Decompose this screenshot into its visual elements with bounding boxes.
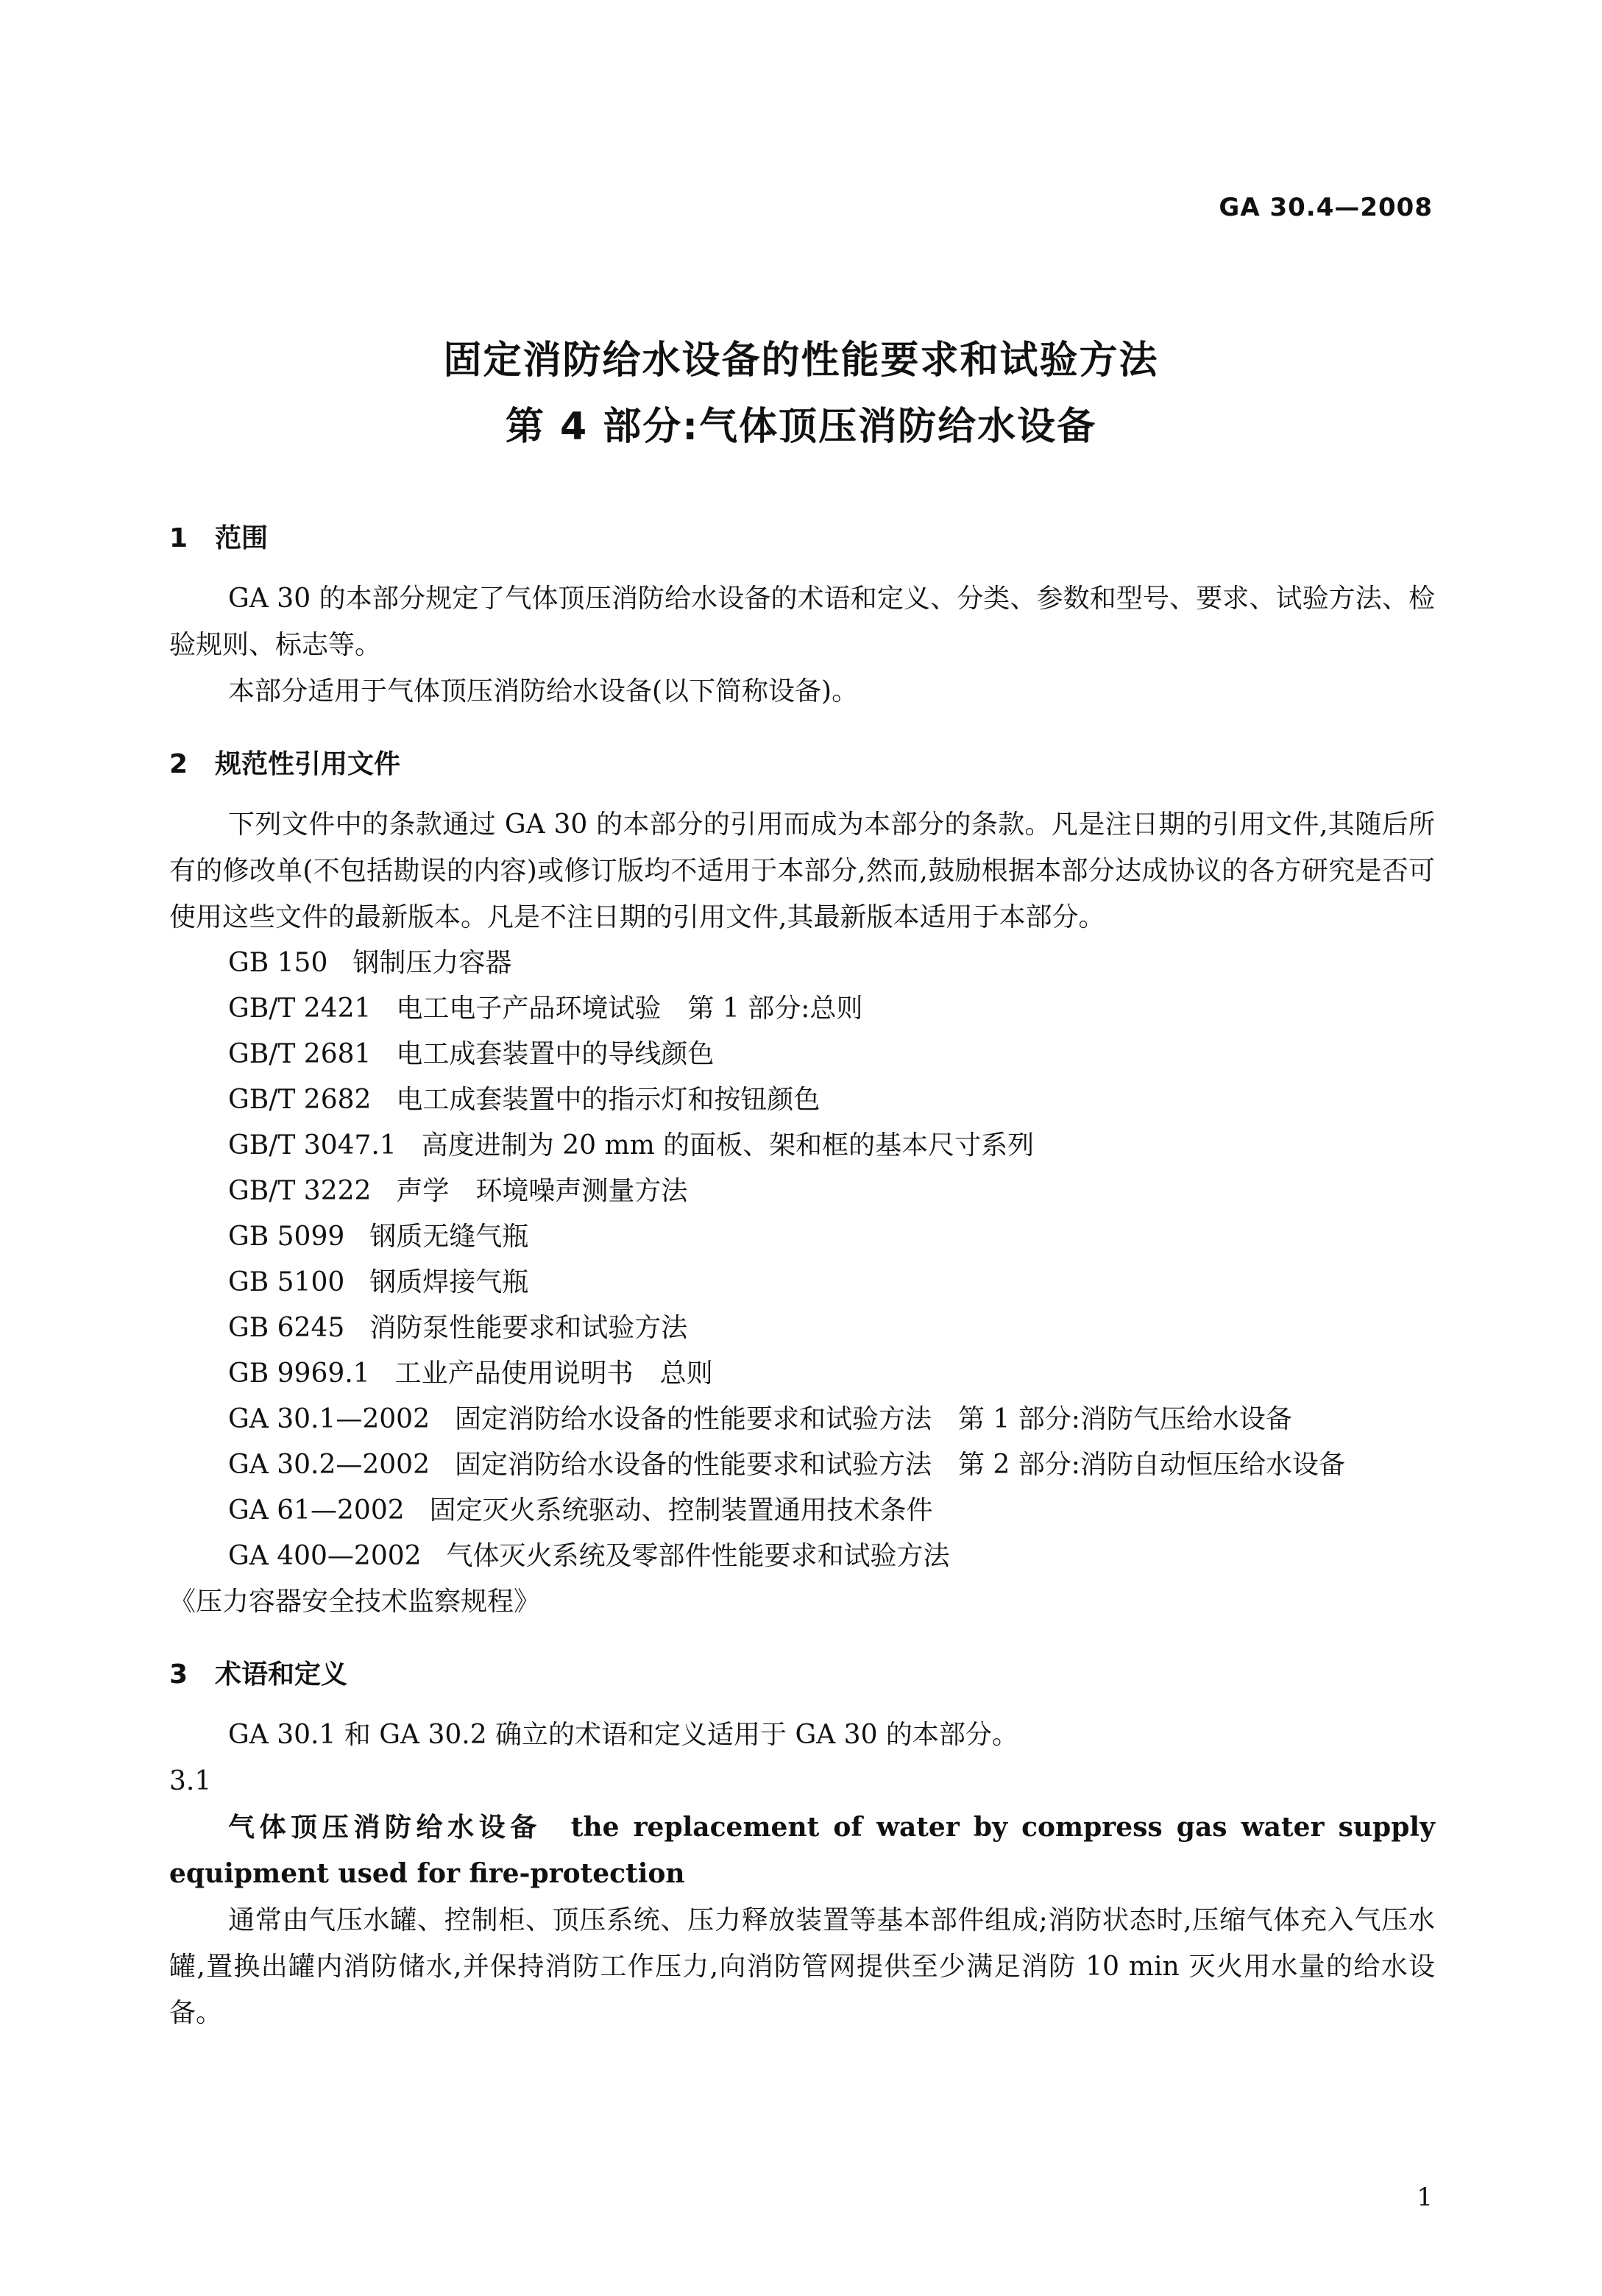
reference-item <box>169 1305 1435 1351</box>
reference-list <box>169 940 1435 1625</box>
reference-code: GB 150 <box>228 948 328 978</box>
paragraph: GA 30 的本部分规定了气体顶压消防给水设备的术语和定义、分类、参数和型号、要求、试验方法、检验规则、标志等。 <box>169 584 1435 660</box>
reference-title: 固定消防给水设备的性能要求和试验方法 第 2 部分:消防自动恒压给水设备 <box>454 1450 1345 1480</box>
reference-item <box>169 1488 1435 1534</box>
reference-title: 声学 环境噪声测量方法 <box>396 1176 688 1206</box>
reference-item <box>169 1534 1435 1579</box>
reference-code: GB/T 3047.1 <box>228 1130 397 1161</box>
reference-code: GB/T 2681 <box>228 1039 372 1069</box>
document-title <box>0 327 1602 460</box>
section-number: 2 <box>169 749 188 779</box>
title-line-1: 固定消防给水设备的性能要求和试验方法 <box>443 339 1159 383</box>
reference-item <box>169 1442 1435 1488</box>
reference-code: GB/T 2682 <box>228 1085 372 1115</box>
reference-item <box>169 1260 1435 1305</box>
reference-item <box>169 1579 1435 1625</box>
reference-code: GB 5100 <box>228 1267 345 1297</box>
reference-item <box>169 1077 1435 1123</box>
title-line-2: 第 4 部分:气体顶压消防给水设备 <box>505 405 1097 449</box>
reference-title: 固定消防给水设备的性能要求和试验方法 第 1 部分:消防气压给水设备 <box>454 1404 1292 1434</box>
reference-item <box>169 1351 1435 1397</box>
reference-code: GB 6245 <box>228 1313 345 1343</box>
page-number: 1 <box>1417 2183 1433 2212</box>
term-number: 3.1 <box>169 1766 212 1796</box>
section-2-heading <box>169 741 1435 788</box>
reference-title: 消防泵性能要求和试验方法 <box>369 1313 688 1343</box>
reference-title: 气体灭火系统及零部件性能要求和试验方法 <box>446 1541 950 1571</box>
document-body <box>169 515 1435 2036</box>
section-title: 术语和定义 <box>215 1659 348 1690</box>
term-chinese: 气体顶压消防给水设备 <box>228 1813 542 1843</box>
reference-title: 高度进制为 20 mm 的面板、架和框的基本尺寸系列 <box>421 1130 1035 1161</box>
reference-title: 钢质无缝气瓶 <box>369 1222 529 1252</box>
section-title: 范围 <box>215 523 269 553</box>
paragraph: 本部分适用于气体顶压消防给水设备(以下简称设备)。 <box>228 676 859 706</box>
reference-code: GB 5099 <box>228 1222 345 1252</box>
reference-code: GB 9969.1 <box>228 1358 370 1389</box>
reference-title: 钢质焊接气瓶 <box>369 1267 529 1297</box>
reference-code: GB/T 2421 <box>228 993 372 1024</box>
reference-title: 钢制压力容器 <box>352 948 512 978</box>
reference-title: 《压力容器安全技术监察规程》 <box>169 1587 541 1617</box>
paragraph: GA 30.1 和 GA 30.2 确立的术语和定义适用于 GA 30 的本部分。 <box>228 1720 1018 1750</box>
reference-item <box>169 1169 1435 1214</box>
standard-number: GA 30.4—2008 <box>1219 193 1433 222</box>
reference-item <box>169 1397 1435 1442</box>
term-entry <box>169 1804 1435 1897</box>
reference-code: GA 61—2002 <box>228 1495 405 1526</box>
section-3-heading <box>169 1651 1435 1698</box>
term-english: the replacement of water by compress gas water supply equipment used for fire-protection <box>169 1812 1435 1889</box>
reference-item <box>169 1123 1435 1169</box>
reference-title: 电工成套装置中的导线颜色 <box>396 1039 715 1069</box>
reference-item <box>169 1032 1435 1077</box>
section-number: 3 <box>169 1659 188 1690</box>
reference-code: GA 30.2—2002 <box>228 1450 430 1480</box>
section-title: 规范性引用文件 <box>215 749 401 779</box>
reference-code: GB/T 3222 <box>228 1176 372 1206</box>
reference-title: 工业产品使用说明书 总则 <box>394 1358 713 1389</box>
paragraph: 下列文件中的条款通过 GA 30 的本部分的引用而成为本部分的条款。凡是注日期的引用文件,其随后所有的修改单(不包括勘误的内容)或修订版均不适用于本部分,然而,鼓励根据本部分达成协议的各方研究是否可使用这些文件的最新版本。凡是不注日期的引用文件,其最新版本适用于本部分。 <box>169 809 1435 932</box>
section-number: 1 <box>169 523 188 553</box>
reference-item <box>169 940 1435 986</box>
term-definition: 通常由气压水罐、控制柜、顶压系统、压力释放装置等基本部件组成;消防状态时,压缩气体充入气压水罐,置换出罐内消防储水,并保持消防工作压力,向消防管网提供至少满足消防 10 min 灭火用水量的给水设备。 <box>169 1905 1435 2028</box>
reference-code: GA 30.1—2002 <box>228 1404 430 1434</box>
reference-title: 固定灭火系统驱动、控制装置通用技术条件 <box>429 1495 933 1526</box>
reference-title: 电工电子产品环境试验 第 1 部分:总则 <box>396 993 863 1024</box>
reference-code: GA 400—2002 <box>228 1541 422 1571</box>
reference-title: 电工成套装置中的指示灯和按钮颜色 <box>396 1085 821 1115</box>
section-1-heading <box>169 515 1435 562</box>
reference-item <box>169 986 1435 1032</box>
reference-item <box>169 1214 1435 1260</box>
